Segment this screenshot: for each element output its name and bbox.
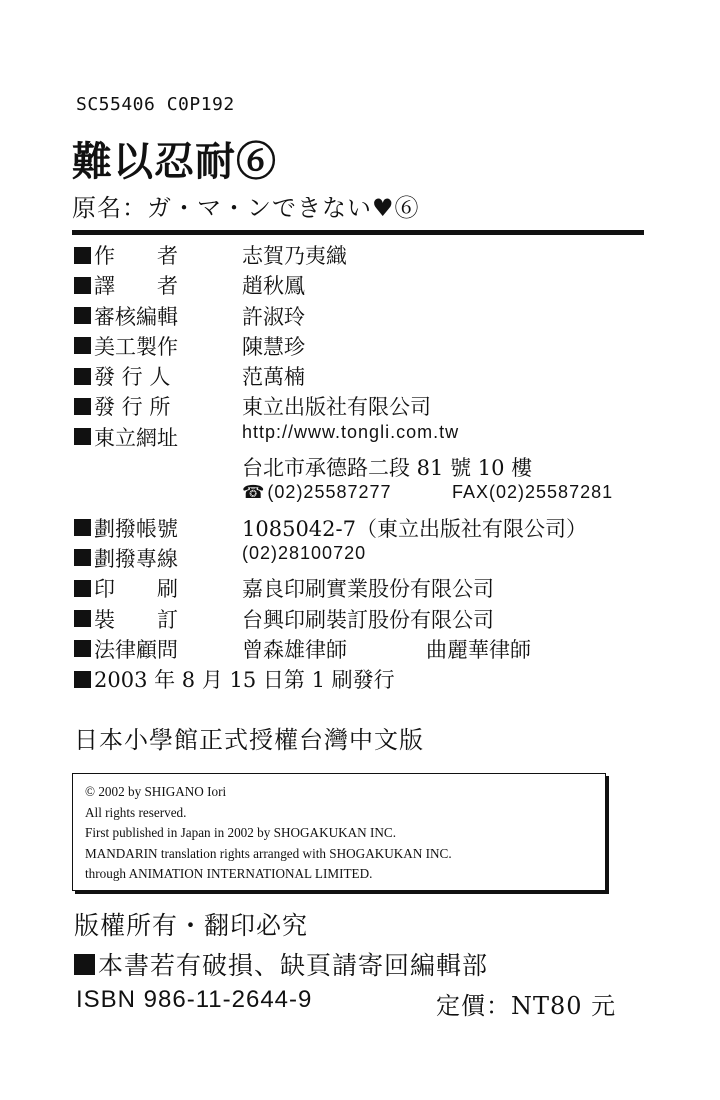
- address: 台北市承德路二段 81 號 10 樓: [242, 456, 533, 481]
- print-date: 2003 年 8 月 15 日第 1 刷發行: [94, 668, 395, 693]
- credit-label: 譯 者: [94, 274, 178, 299]
- credit-label: 法律顧問: [94, 637, 178, 662]
- licence-statement: 日本小學館正式授權台灣中文版: [74, 726, 424, 754]
- credit-row-printing: [74, 571, 654, 601]
- copyright-line: through ANIMATION INTERNATIONAL LIMITED.: [85, 866, 373, 881]
- credit-value: 嘉良印刷實業股份有限公司: [242, 577, 494, 602]
- contact-row: [74, 480, 654, 510]
- product-code: SC55406 C0P192: [76, 94, 235, 115]
- credit-row-legal: [74, 632, 654, 662]
- credit-label: 印 刷: [94, 577, 178, 602]
- credits-list: [74, 238, 654, 692]
- bullet-square-icon: [74, 580, 91, 597]
- bullet-square-icon: [74, 428, 91, 445]
- book-title: 難以忍耐⑥: [72, 138, 277, 185]
- isbn: ISBN 986-11-2644-9: [76, 986, 313, 1013]
- copyright-line: All rights reserved.: [85, 804, 187, 820]
- original-title: 原名：ガ・マ・ンできない♥⑥: [72, 194, 420, 222]
- credit-label: 裝 訂: [94, 607, 178, 632]
- credit-row-art: [74, 329, 654, 359]
- address-row: [74, 450, 654, 480]
- credit-row-editor: [74, 299, 654, 329]
- credit-value: 趙秋鳳: [242, 274, 305, 299]
- fax-number: FAX(02)25587281: [452, 482, 614, 503]
- credit-value: 1085042-7（東立出版社有限公司）: [242, 516, 587, 541]
- bullet-square-icon: [74, 610, 91, 627]
- bullet-square-icon: [74, 398, 91, 415]
- credit-value: 陳慧珍: [242, 334, 305, 359]
- price: 定價：NT80 元: [436, 992, 617, 1020]
- bullet-square-icon: [74, 368, 91, 385]
- credit-row-transfer-line: [74, 541, 654, 571]
- bullet-square-icon: [74, 277, 91, 294]
- credit-value: 許淑玲: [242, 304, 305, 329]
- bullet-square-icon: [74, 954, 95, 975]
- damage-notice-text: 本書若有破損、缺頁請寄回編輯部: [98, 951, 489, 980]
- credit-value: 志賀乃夷織: [242, 244, 347, 268]
- credit-label: 劃撥專線: [94, 546, 178, 571]
- bullet-square-icon: [74, 671, 91, 688]
- copyright-box: [72, 773, 606, 891]
- credit-row-publisher: [74, 359, 654, 389]
- bullet-square-icon: [74, 640, 91, 657]
- credit-value: 台興印刷裝訂股份有限公司: [242, 607, 494, 632]
- bullet-square-icon: [74, 247, 91, 264]
- print-date-row: [74, 662, 654, 692]
- credit-label: 發 行 所: [94, 395, 171, 420]
- rights-notice: 版權所有・翻印必究: [74, 911, 309, 940]
- credit-value: 東立出版社有限公司: [242, 395, 431, 420]
- credit-label: 作 者: [94, 244, 178, 268]
- credit-label: 東立網址: [94, 425, 178, 450]
- credit-row-website: [74, 420, 654, 450]
- copyright-line: © 2002 by SHIGANO Iori: [85, 784, 227, 799]
- credit-row-author: [74, 238, 654, 268]
- credit-row-translator: [74, 268, 654, 298]
- copyright-line: MANDARIN translation rights arranged with SHOGAKUKAN INC.: [85, 845, 452, 861]
- credit-label: 發 行 人: [94, 365, 171, 390]
- credit-label: 美工製作: [94, 334, 178, 359]
- credit-label: 劃撥帳號: [94, 516, 178, 541]
- credit-value-secondary: 曲麗華律師: [426, 637, 531, 662]
- credit-row-transfer-account: [74, 511, 654, 541]
- credit-value: (02)28100720: [242, 542, 367, 563]
- copyright-line: First published in Japan in 2002 by SHOGAKUKAN INC.: [85, 825, 397, 840]
- credit-value: 范萬楠: [242, 365, 305, 390]
- credit-row-publishing-house: [74, 389, 654, 419]
- telephone-icon: ☎: [242, 482, 266, 503]
- damage-notice: [74, 946, 488, 982]
- credit-value: 曾森雄律師: [242, 637, 347, 662]
- credit-label: 審核編輯: [94, 304, 178, 329]
- bullet-square-icon: [74, 519, 91, 536]
- bullet-square-icon: [74, 307, 91, 324]
- divider-rule: [72, 230, 644, 235]
- credit-row-binding: [74, 602, 654, 632]
- phone-number: (02)25587277: [267, 482, 392, 503]
- bullet-square-icon: [74, 337, 91, 354]
- bullet-square-icon: [74, 549, 91, 566]
- website-url: http://www.tongli.com.tw: [242, 421, 460, 442]
